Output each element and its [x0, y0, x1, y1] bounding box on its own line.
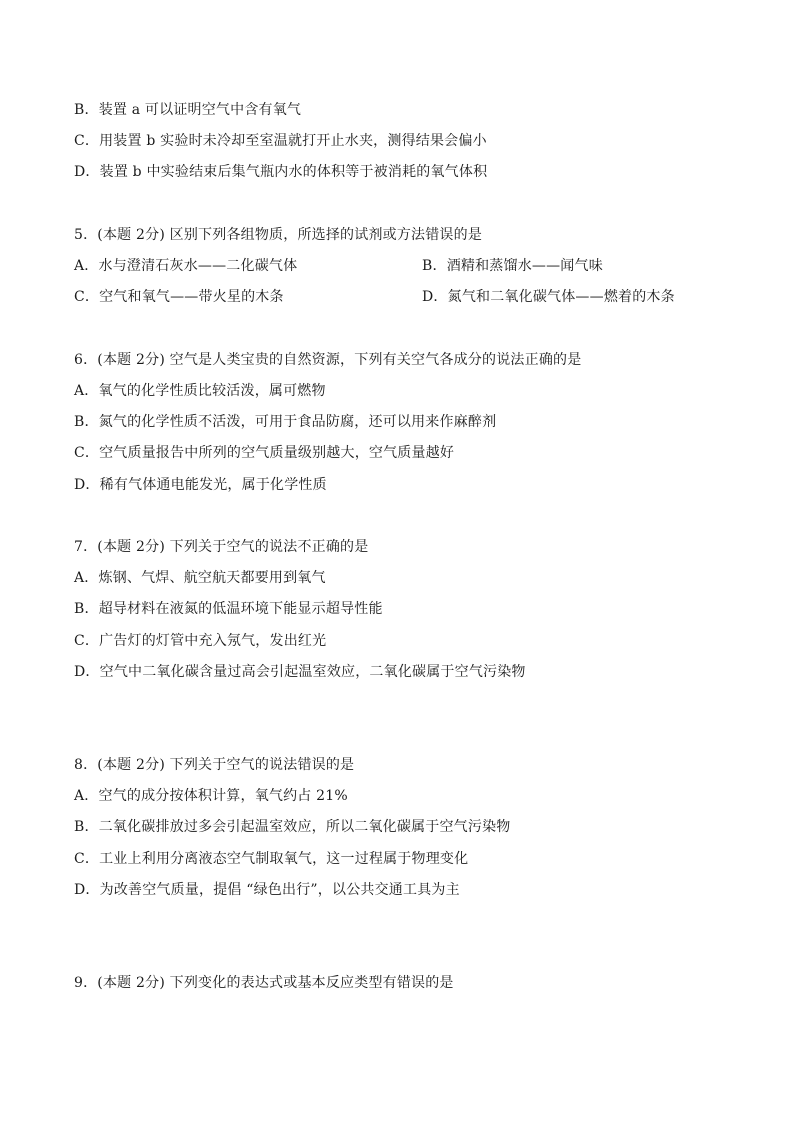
- q4-option-c: C．用装置 b 实验时未冷却至室温就打开止水夹，测得结果会偏小: [74, 133, 487, 149]
- q7-option-d: D．空气中二氧化碳含量过高会引起温室效应，二氧化碳属于空气污染物: [74, 664, 526, 680]
- q5-option-a: A．水与澄清石灰水——二化碳气体: [74, 258, 298, 274]
- q7-option-a: A．炼钢、气焊、航空航天都要用到氧气: [74, 570, 326, 586]
- q4-option-d: D．装置 b 中实验结束后集气瓶内水的体积等于被消耗的氧气体积: [74, 164, 488, 180]
- q6-stem: 6．(本题 2分) 空气是人类宝贵的自然资源，下列有关空气各成分的说法正确的是: [74, 352, 582, 368]
- q5-option-row-2: [74, 288, 675, 306]
- q5-option-d: D．氮气和二氧化碳气体——燃着的木条: [422, 289, 675, 305]
- q8-option-d: D．为改善空气质量，提倡 “绿色出行”，以公共交通工具为主: [74, 882, 460, 898]
- q8-option-a: A．空气的成分按体积计算，氧气约占 21%: [74, 788, 348, 804]
- q7-option-c: C．广告灯的灯管中充入氖气，发出红光: [74, 633, 327, 649]
- q5-stem: 5．(本题 2分) 区别下列各组物质，所选择的试剂或方法错误的是: [74, 227, 483, 243]
- q8-option-c: C．工业上利用分离液态空气制取氧气，这一过程属于物理变化: [74, 851, 469, 867]
- q6-option-c: C．空气质量报告中所列的空气质量级别越大，空气质量越好: [74, 445, 455, 461]
- q6-option-d: D．稀有气体通电能发光，属于化学性质: [74, 477, 327, 493]
- q4-option-b: B．装置 a 可以证明空气中含有氧气: [74, 102, 302, 118]
- q8-option-b: B．二氧化碳排放过多会引起温室效应，所以二氧化碳属于空气污染物: [74, 819, 511, 835]
- q5-option-row-1: [74, 257, 603, 275]
- q9-stem: 9．(本题 2分) 下列变化的表达式或基本反应类型有错误的是: [74, 975, 454, 991]
- q7-option-b: B．超导材料在液氮的低温环境下能显示超导性能: [74, 601, 383, 617]
- q5-option-c: C．空气和氧气——带火星的木条: [74, 289, 284, 305]
- q8-stem: 8．(本题 2分) 下列关于空气的说法错误的是: [74, 757, 355, 773]
- q6-option-a: A．氧气的化学性质比较活泼，属可燃物: [74, 383, 326, 399]
- q5-option-b: B．酒精和蒸馏水——闻气味: [422, 258, 603, 274]
- q6-option-b: B．氮气的化学性质不活泼，可用于食品防腐，还可以用来作麻醉剂: [74, 414, 497, 430]
- q7-stem: 7．(本题 2分) 下列关于空气的说法不正确的是: [74, 539, 369, 555]
